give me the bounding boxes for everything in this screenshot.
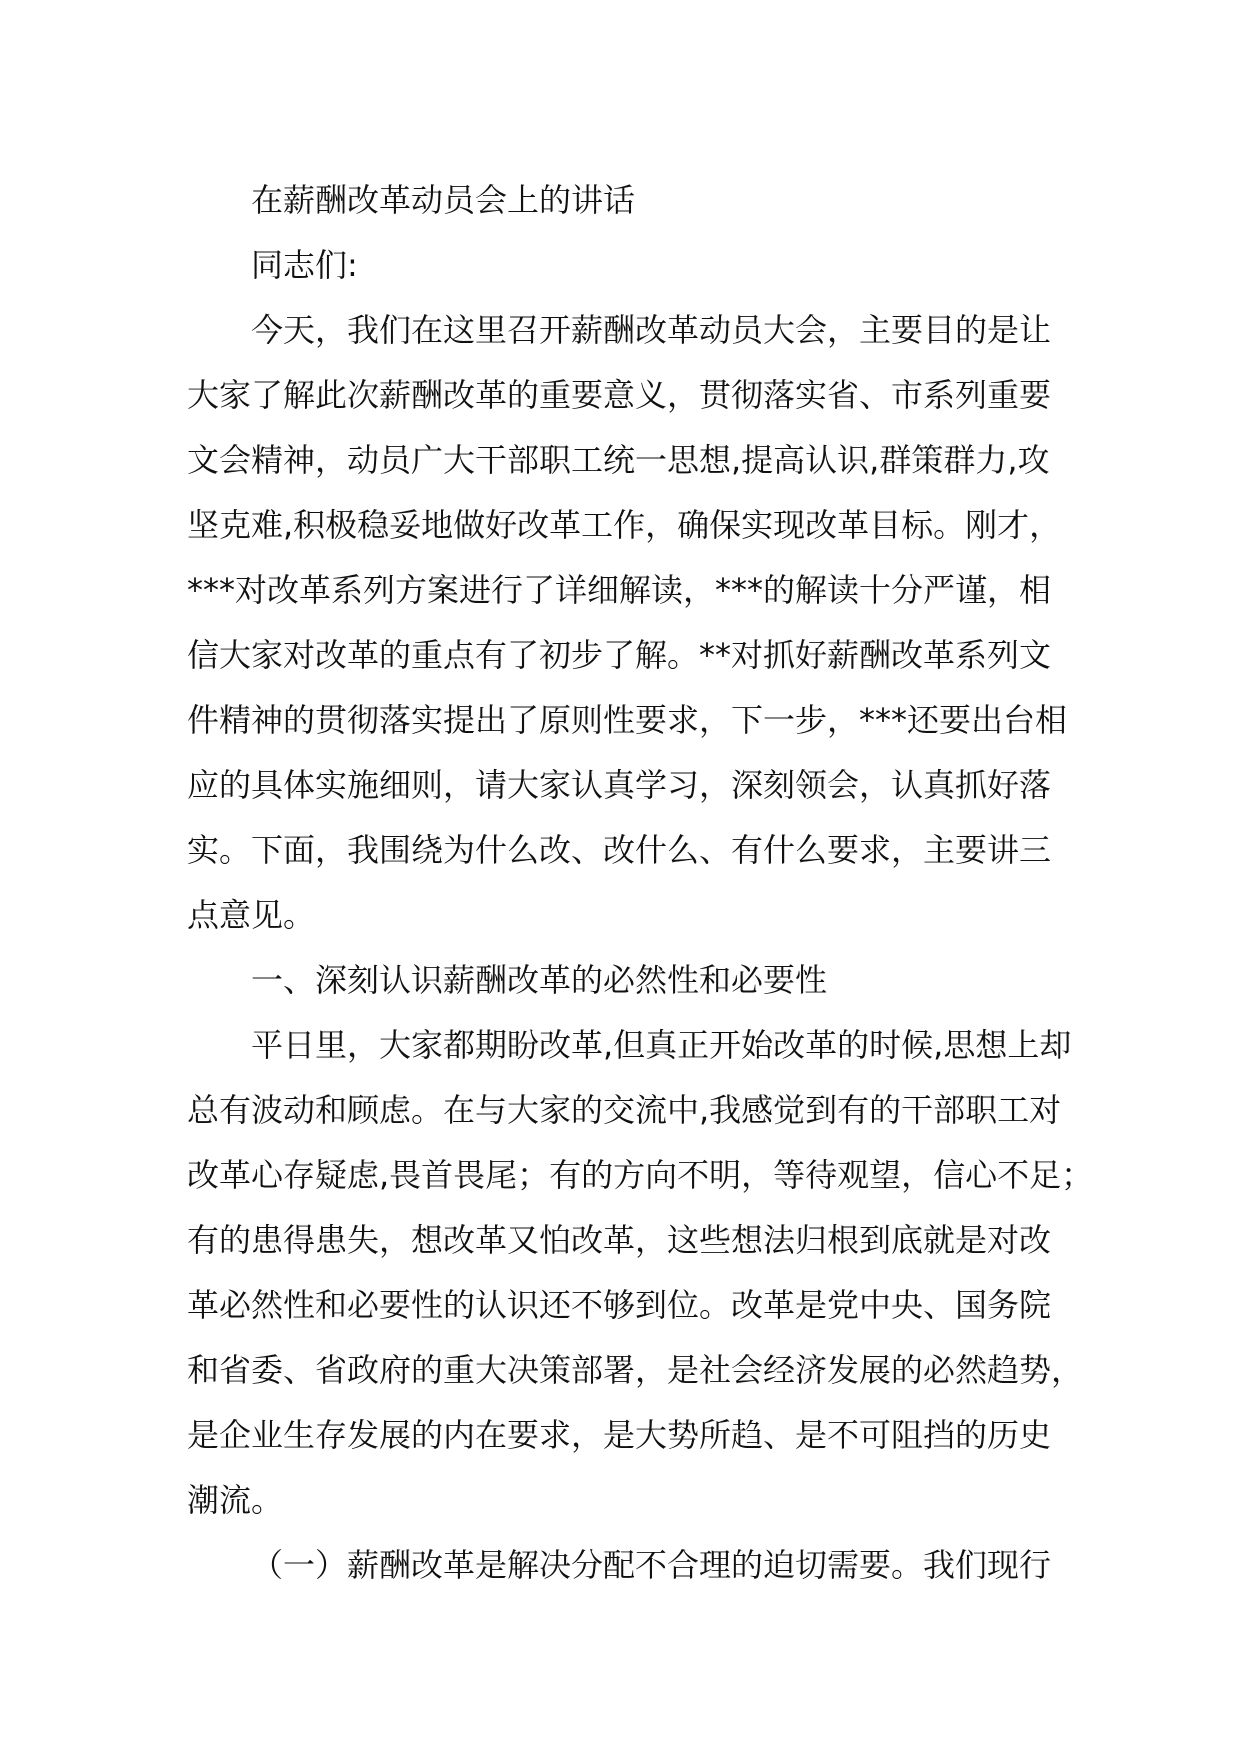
paragraph-line: 是企业生存发展的内在要求，是大势所趋、是不可阻挡的历史 bbox=[187, 1416, 1052, 1454]
paragraph-line: 革必然性和必要性的认识还不够到位。改革是党中央、国务院 bbox=[187, 1286, 1052, 1324]
paragraph-line: 实。下面，我围绕为什么改、改什么、有什么要求，主要讲三 bbox=[187, 831, 1052, 869]
paragraph-line: 潮流。 bbox=[187, 1481, 284, 1519]
paragraph-line: ***对改革系列方案进行了详细解读，***的解读十分严谨，相 bbox=[187, 571, 1052, 609]
document-title: 在薪酬改革动员会上的讲话 bbox=[251, 181, 636, 219]
paragraph-line: 信大家对改革的重点有了初步了解。**对抓好薪酬改革系列文 bbox=[187, 636, 1052, 674]
document-body bbox=[187, 168, 1094, 1598]
section-heading: 一、深刻认识薪酬改革的必然性和必要性 bbox=[251, 961, 828, 999]
salutation: 同志们: bbox=[251, 246, 358, 284]
paragraph-line: （一）薪酬改革是解决分配不合理的迫切需要。我们现行 bbox=[251, 1546, 1052, 1584]
paragraph-line: 点意见。 bbox=[187, 896, 316, 934]
paragraph-line: 和省委、省政府的重大决策部署，是社会经济发展的必然趋势， bbox=[187, 1351, 1084, 1389]
paragraph-line: 平日里，大家都期盼改革,但真正开始改革的时候,思想上却 bbox=[251, 1026, 1072, 1064]
paragraph-line: 今天，我们在这里召开薪酬改革动员大会，主要目的是让 bbox=[251, 311, 1052, 349]
paragraph-line: 总有波动和顾虑。在与大家的交流中,我感觉到有的干部职工对 bbox=[187, 1091, 1062, 1129]
paragraph-line: 有的患得患失，想改革又怕改革，这些想法归根到底就是对改 bbox=[187, 1221, 1052, 1259]
paragraph-line: 坚克难,积极稳妥地做好改革工作，确保实现改革目标。刚才， bbox=[187, 506, 1062, 544]
paragraph-line: 文会精神，动员广大干部职工统一思想,提高认识,群策群力,攻 bbox=[187, 441, 1050, 479]
paragraph-line: 大家了解此次薪酬改革的重要意义，贯彻落实省、市系列重要 bbox=[187, 376, 1052, 414]
paragraph-line: 件精神的贯彻落实提出了原则性要求，下一步，***还要出台相 bbox=[187, 701, 1068, 739]
paragraph-line: 改革心存疑虑,畏首畏尾；有的方向不明，等待观望，信心不足； bbox=[187, 1156, 1094, 1194]
paragraph-line: 应的具体实施细则，请大家认真学习，深刻领会，认真抓好落 bbox=[187, 766, 1052, 804]
